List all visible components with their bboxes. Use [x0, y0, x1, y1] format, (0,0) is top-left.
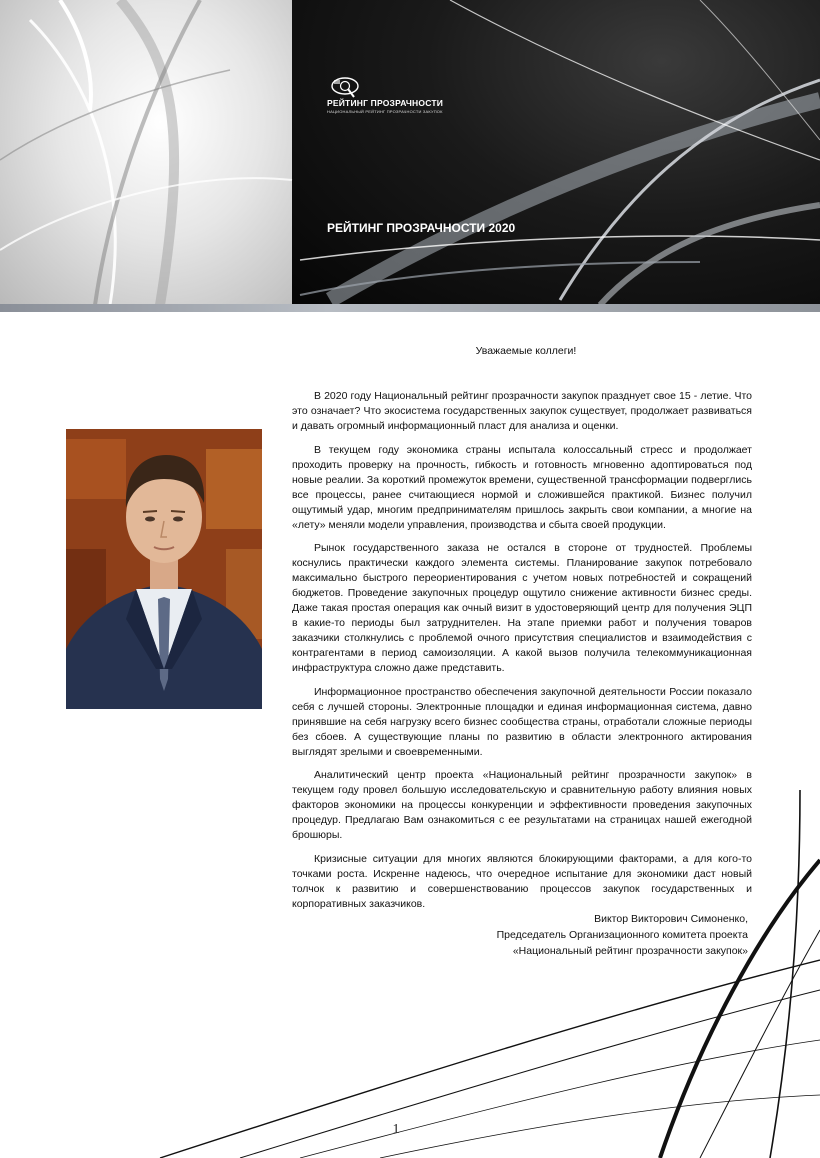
logo-name: РЕЙТИНГ ПРОЗРАЧНОСТИ	[327, 98, 444, 108]
letter-paragraph: В 2020 году Национальный рейтинг прозрачности закупок празднует свое 15 - летие. Что это означает? Что экосистема государственных закупок существует, продолжает развиваться и давать огромный информационный пласт для анализа и оценки.	[292, 390, 752, 432]
signature-position: Председатель Организационного комитета проекта	[496, 929, 748, 941]
letter-paragraph: Кризисные ситуации для многих являются блокирующими факторами, а для кого-то точками роста. Искренне надеюсь, что очередное испытание для экономики даст новый толчок к развитию и совершенствованию процессов закупок государственных и корпоративных заказчиков.	[292, 852, 752, 910]
banner-accent-bar	[0, 304, 820, 312]
signature-name: Виктор Викторович Симоненко,	[594, 913, 748, 925]
signature-project: «Национальный рейтинг прозрачности закупок»	[512, 945, 748, 957]
letter-body	[292, 389, 752, 921]
header-banner	[0, 0, 820, 312]
letter-paragraph: Аналитический центр проекта «Национальный рейтинг прозрачности закупок» в текущем году провел большую исследовательскую и сравнительную работу влияния новых факторов экономики на процессы конкуренции и эффективности проведения закупочных процедур. Предлагаю Вам ознакомиться с ее результатами на страницах нашей ежегодной брошюры.	[292, 769, 752, 842]
letter-paragraph: В текущем году экономика страны испытала колоссальный стресс и продолжает проходить проверку на прочность, гибкость и готовность мгновенно адоптироваться под новые реалии. За короткий промежуток времени, существенной трансформации подверглись все процессы, ранее считающиеся нормой и сложившейся практикой. Бизнес получил ощутимый удар, многим предпринимателям пришлось закрыть свои компании, а многие на «лету» меняли модели управления, производства и сбыта своей продукции.	[292, 443, 752, 531]
banner-title: РЕЙТИНГ ПРОЗРАЧНОСТИ 2020	[327, 221, 516, 235]
page-number: 1	[392, 1122, 400, 1137]
author-portrait	[66, 429, 262, 709]
signature-block	[497, 911, 748, 959]
magnifier-logo-icon	[327, 76, 367, 98]
banner-swoosh-lines	[0, 0, 820, 312]
letter-greeting: Уважаемые коллеги!	[475, 345, 577, 357]
letter-paragraph: Информационное пространство обеспечения закупочной деятельности России показало себя с лучшей стороны. Электронные площадки и единая информационная система, давно принявшие на себя нагрузку всего бизнес сообщества страны, отработали сложные периоды без сбоев. А существующие планы по развитию в области электронного актирования выглядят зрелыми и своевременными.	[292, 685, 752, 758]
project-logo	[327, 76, 447, 116]
letter-paragraph: Рынок государственного заказа не остался в стороне от трудностей. Проблемы коснулись практически каждого элемента системы. Планирование закупок потребовало максимально быстрого переориентирования с учетом новых потребностей и сокращений бюджетов. Проведение закупочных процедур ощутило снижение активности бизнес среды. Даже такая простая операция как очный визит в удостоверяющий центр для получения ЭЦП в какие-то периоды был затруднителен. На этапе приемки работ и получения товаров заказчики столкнулись с проблемой очного присутствия специалистов и взаимодействия с контрагентами в период самоизоляции. А какой вызов получила телекоммуникационная инфраструктура сложно даже представить.	[292, 542, 752, 675]
logo-subtitle: НАЦИОНАЛЬНЫЙ РЕЙТИНГ ПРОЗРАЧНОСТИ ЗАКУПОК	[327, 109, 443, 114]
portrait-illustration	[66, 429, 262, 709]
